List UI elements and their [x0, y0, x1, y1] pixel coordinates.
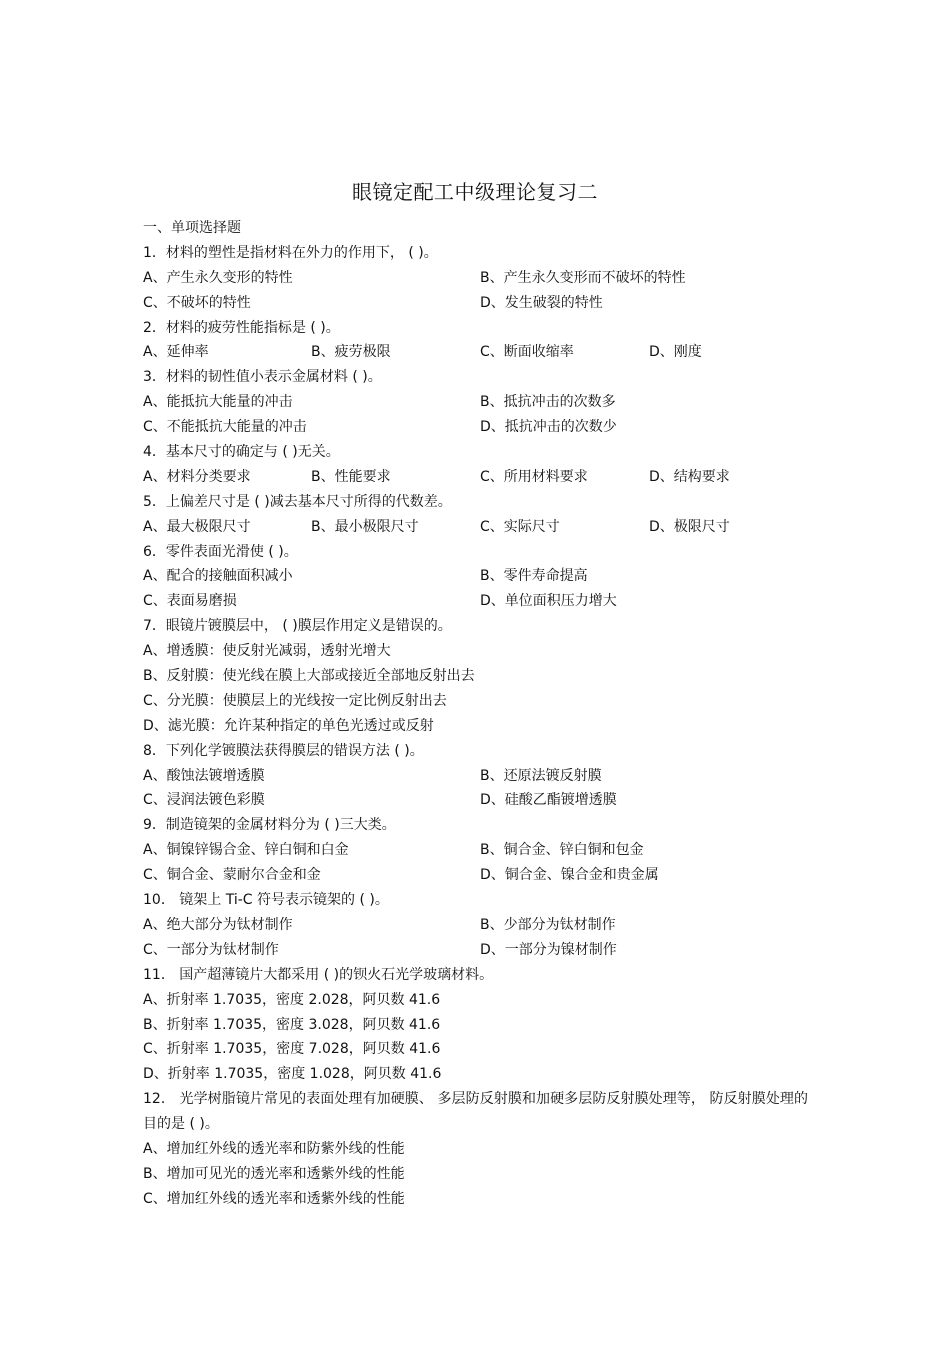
option: B、反射膜：使光线在膜上大部或接近全部地反射出去 — [143, 668, 475, 685]
question-list — [143, 216, 808, 1212]
option: A、能抵抗大能量的冲击 — [143, 394, 293, 411]
option: B、还原法镀反射膜 — [480, 767, 602, 784]
option: C、折射率 1.7035，密度 7.028，阿贝数 41.6 — [143, 1041, 441, 1058]
option-row — [143, 764, 808, 789]
option: A、延伸率 — [143, 344, 209, 361]
option: D、发生破裂的特性 — [480, 294, 603, 311]
question-stem: 7．眼镜片镀膜层中， ( )膜层作用定义是错误的。 — [143, 618, 452, 635]
option: C、不能抵抗大能量的冲击 — [143, 419, 307, 436]
option: D、极限尺寸 — [649, 518, 730, 535]
option: A、增透膜：使反射光减弱，透射光增大 — [143, 643, 391, 660]
option: D、硅酸乙酯镀增透膜 — [480, 792, 617, 809]
option-row — [143, 589, 808, 614]
option: A、最大极限尺寸 — [143, 518, 251, 535]
option-row — [143, 340, 808, 365]
option: A、配合的接触面积减小 — [143, 568, 293, 585]
option: B、零件寿命提高 — [480, 568, 588, 585]
option: A、铜镍锌锡合金、锌白铜和白金 — [143, 842, 349, 859]
option: A、材料分类要求 — [143, 468, 251, 485]
option: D、抵抗冲击的次数少 — [480, 419, 617, 436]
option: C、分光膜：使膜层上的光线按一定比例反射出去 — [143, 692, 447, 709]
option-row — [143, 266, 808, 291]
option: B、抵抗冲击的次数多 — [480, 394, 616, 411]
question-stem: 11． 国产超薄镜片大都采用 ( )的钡火石光学玻璃材料。 — [143, 966, 494, 983]
option: D、折射率 1.7035，密度 1.028，阿贝数 41.6 — [143, 1066, 442, 1083]
section-heading: 一、单项选择题 — [143, 220, 241, 236]
option: C、增加红外线的透光率和透紫外线的性能 — [143, 1190, 405, 1207]
question-stem: 3．材料的韧性值小表示金属材料 ( )。 — [143, 369, 382, 386]
option-row — [143, 515, 808, 540]
question-stem: 5．上偏差尺寸是 ( )减去基本尺寸所得的代数差。 — [143, 493, 452, 510]
option: D、结构要求 — [649, 468, 730, 485]
option: C、断面收缩率 — [480, 344, 574, 361]
question-stem: 1．材料的塑性是指材料在外力的作用下， ( )。 — [143, 244, 438, 261]
option: D、刚度 — [649, 344, 702, 361]
option-row — [143, 291, 808, 316]
option-row — [143, 415, 808, 440]
document-title: 眼镜定配工中级理论复习二 — [352, 180, 598, 204]
option-row — [143, 863, 808, 888]
option: B、折射率 1.7035，密度 3.028，阿贝数 41.6 — [143, 1016, 441, 1033]
question-stem: 4．基本尺寸的确定与 ( )无关。 — [143, 444, 340, 461]
question-stem: 2．材料的疲劳性能指标是 ( )。 — [143, 319, 340, 336]
option: A、酸蚀法镀增透膜 — [143, 767, 265, 784]
option-row — [143, 913, 808, 938]
question-stem: 10． 镜架上 Ti-C 符号表示镜架的 ( )。 — [143, 892, 389, 909]
option: B、疲劳极限 — [311, 344, 391, 361]
option: A、绝大部分为钛材制作 — [143, 916, 293, 933]
option: D、滤光膜：允许某种指定的单色光透过或反射 — [143, 717, 434, 734]
option: B、产生永久变形而不破坏的特性 — [480, 269, 686, 286]
option: B、性能要求 — [311, 468, 391, 485]
option: C、实际尺寸 — [480, 518, 560, 535]
option: C、表面易磨损 — [143, 593, 237, 610]
option: C、浸润法镀色彩膜 — [143, 792, 265, 809]
option-row — [143, 788, 808, 813]
option: C、一部分为钛材制作 — [143, 941, 279, 958]
option-row — [143, 564, 808, 589]
question-stem: 9．制造镜架的金属材料分为 ( )三大类。 — [143, 817, 396, 834]
option: B、增加可见光的透光率和透紫外线的性能 — [143, 1165, 405, 1182]
option-row — [143, 838, 808, 863]
option: C、铜合金、蒙耐尔合金和金 — [143, 867, 321, 884]
option: C、不破坏的特性 — [143, 294, 251, 311]
option: C、所用材料要求 — [480, 468, 588, 485]
option: D、单位面积压力增大 — [480, 593, 617, 610]
option: A、折射率 1.7035，密度 2.028，阿贝数 41.6 — [143, 991, 441, 1008]
option: B、少部分为钛材制作 — [480, 916, 616, 933]
option: D、铜合金、镍合金和贵金属 — [480, 867, 659, 884]
option-row — [143, 390, 808, 415]
option: D、一部分为镍材制作 — [480, 941, 617, 958]
option: A、产生永久变形的特性 — [143, 269, 293, 286]
option: A、增加红外线的透光率和防紫外线的性能 — [143, 1140, 405, 1157]
question-stem: 8．下列化学镀膜法获得膜层的错误方法 ( )。 — [143, 742, 424, 759]
option: B、最小极限尺寸 — [311, 518, 419, 535]
question-stem: 12． 光学树脂镜片常见的表面处理有加硬膜、 多层防反射膜和加硬多层防反射膜处理等， 防反射膜处理的目的是 ( )。 — [143, 1091, 808, 1133]
option-row — [143, 938, 808, 963]
option-row — [143, 465, 808, 490]
option: B、铜合金、锌白铜和包金 — [480, 842, 644, 859]
question-stem: 6．零件表面光滑使 ( )。 — [143, 543, 298, 560]
